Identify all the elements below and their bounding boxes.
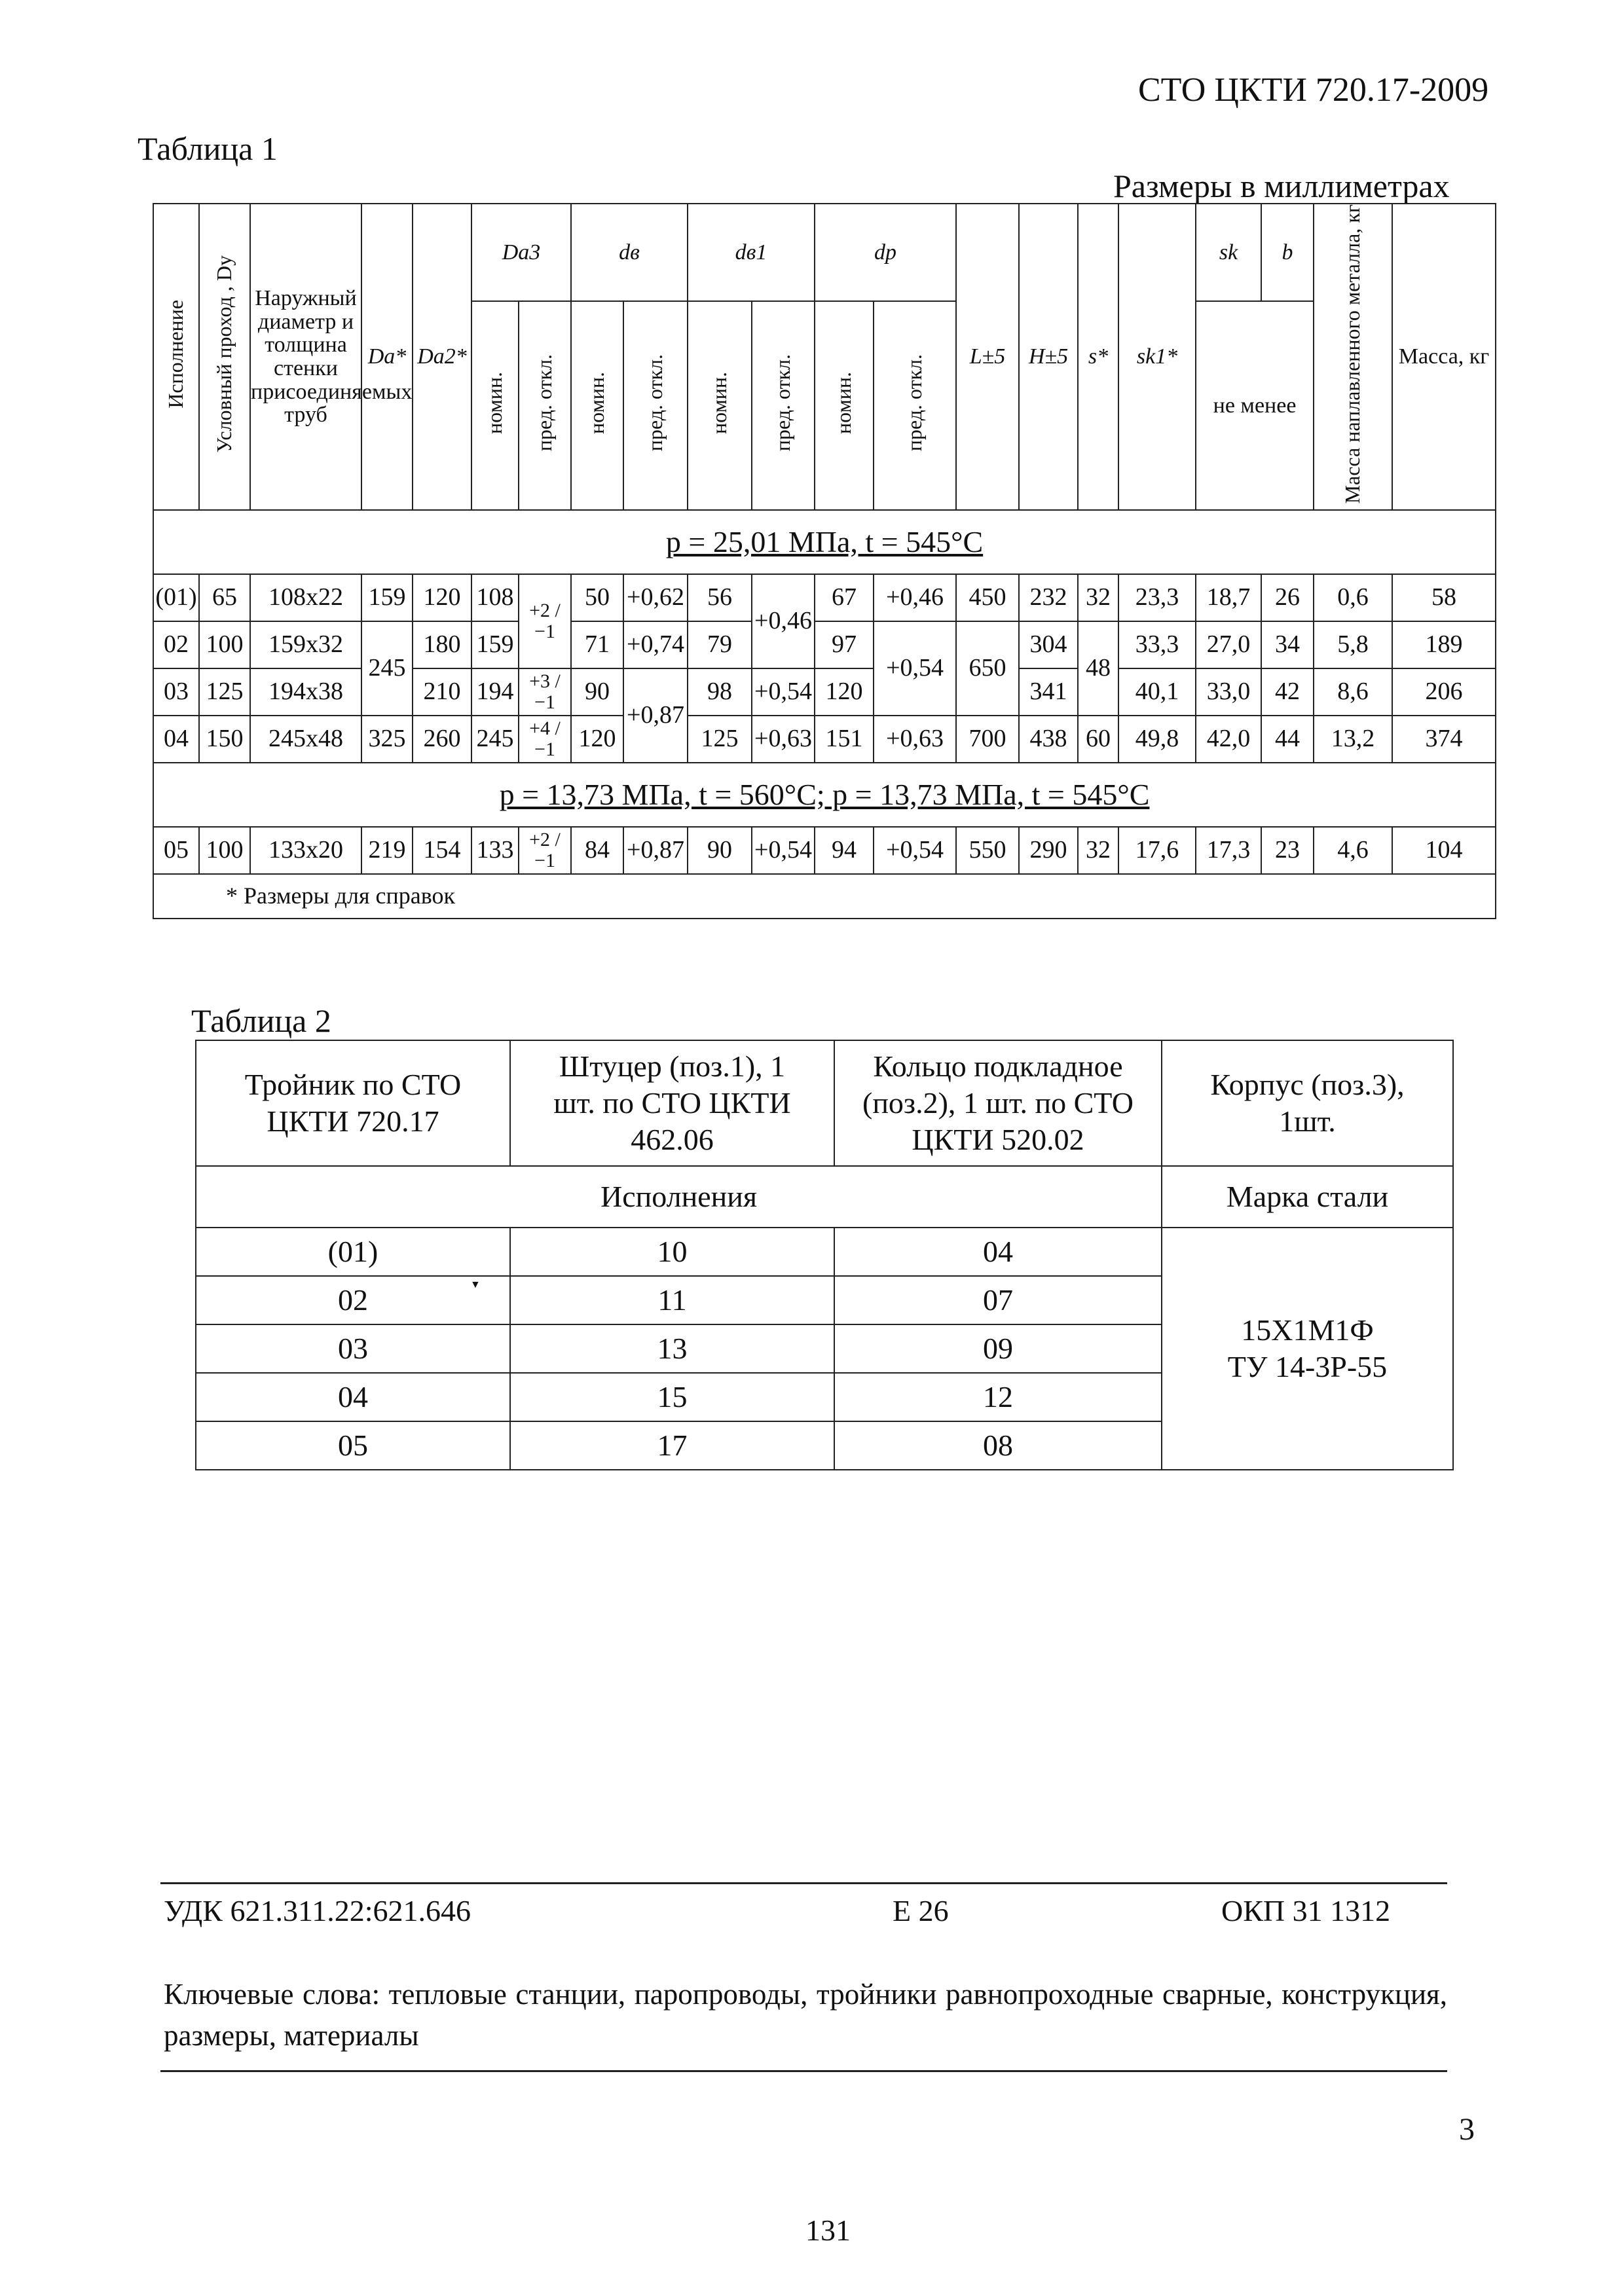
table-row: (01) 65 108x22 159 120 108 +2 / −1 50 +0,62 56 +0,46 67 +0,46 450 232 32 23,3 18,7 26 0,6 58 [153,574,1496,621]
e-code: Е 26 [893,1894,949,1927]
hdr-nom: номин. [471,301,519,510]
hdr-dev: пред. откл. [752,301,815,510]
steel-spec: ТУ 14-3Р-55 [1227,1350,1388,1383]
hdr-da3: Dа3 [471,204,571,301]
document-code: СТО ЦКТИ 720.17-2009 [1138,71,1489,109]
okp-code: ОКП 31 1312 [1221,1894,1391,1927]
footer-bottom-rule [160,2070,1447,2072]
hdr-b: b [1261,204,1314,301]
table-row: (01) 10 04 15Х1М1Ф ТУ 14-3Р-55 [196,1228,1453,1276]
hdr-l: L±5 [956,204,1019,510]
table-row: 05 100 133x20 219 154 133 +2 / −1 84 +0,87 90 +0,54 94 +0,54 550 290 32 17,6 17,3 23 4,6 104 [153,827,1496,874]
hdr-h: H±5 [1019,204,1078,510]
units-note: Размеры в миллиметрах [1113,168,1450,204]
hdr-pipe: Наружный диаметр и толщина стенки присоединяемых труб [250,204,361,510]
hdr-dv1: dв1 [688,204,815,301]
hdr-weld-mass: Масса наплавленного металла, кг [1314,204,1392,510]
hdr-tee: Тройник по СТО ЦКТИ 720.17 [196,1040,510,1166]
keywords: Ключевые слова: тепловые станции, паропроводы, тройники равнопроходные сварные, конструкция, размеры, материалы [164,1978,1447,2052]
hdr-dev: пред. откл. [519,301,571,510]
hdr-body: Корпус (поз.3), 1шт. [1162,1040,1453,1166]
hdr-mass: Масса, кг [1392,204,1496,510]
stray-mark: ▼ [470,1279,481,1290]
hdr-dy: Условный проход , Dу [199,204,250,510]
table-row: 04 15 12 [196,1373,1453,1421]
hdr-dev: пред. откл. [874,301,956,510]
hdr-exec: Исполнение [153,204,199,510]
table-row: 03 13 09 [196,1324,1453,1373]
hdr-ring: Кольцо подкладное (поз.2), 1 шт. по СТО ЦКТИ 520.02 [834,1040,1162,1166]
section-header-2: p = 13,73 МПа, t = 560°С; p = 13,73 МПа, t = 545°С [153,763,1496,827]
hdr-nom: номин. [815,301,874,510]
table1 [153,203,1496,919]
hdr-fitting: Штуцер (поз.1), 1 шт. по СТО ЦКТИ 462.06 [510,1040,834,1166]
hdr-sk: sk [1196,204,1261,301]
hdr-dp: dр [815,204,956,301]
hdr-versions: Исполнения [196,1166,1162,1228]
hdr-nom: номин. [571,301,623,510]
table1-footnote: * Размеры для справок [153,874,1496,919]
table1-caption: Таблица 1 [138,130,278,167]
hdr-nom: номин. [688,301,752,510]
hdr-not-less: не менее [1196,301,1314,510]
book-page-number: 131 [805,2214,851,2247]
table-row: 02 11 07 [196,1276,1453,1324]
steel-grade: 15Х1М1Ф [1241,1313,1374,1347]
footer-top-rule [160,1882,1447,1884]
hdr-s: s* [1078,204,1118,510]
table-row: 04 150 245x48 325 260 245 +4 / −1 120 125 +0,63 151 +0,63 700 438 60 49,8 42,0 44 13,2 374 [153,716,1496,763]
table-row: 03 125 194x38 210 194 +3 / −1 90 +0,87 98 +0,54 120 341 40,1 33,0 42 8,6 206 [153,668,1496,716]
table-row: 02 100 159x32 245 180 159 71 +0,74 79 97 +0,54 650 304 48 33,3 27,0 34 5,8 189 [153,621,1496,668]
udk-code: УДК 621.311.22:621.646 [164,1894,471,1927]
hdr-sk1: sk1* [1118,204,1196,510]
section-header-1: p = 25,01 МПа, t = 545°С [153,510,1496,574]
table-row: 05 17 08 [196,1421,1453,1470]
hdr-dv: dв [571,204,688,301]
table2-caption: Таблица 2 [191,1002,331,1039]
table2 [195,1040,1454,1470]
hdr-steel: Марка стали [1162,1166,1453,1228]
doc-page-number: 3 [1459,2112,1475,2147]
hdr-da2: Dа2* [413,204,471,510]
hdr-da: Dа* [361,204,413,510]
steel-cell [1162,1228,1453,1470]
hdr-dev: пред. откл. [623,301,688,510]
